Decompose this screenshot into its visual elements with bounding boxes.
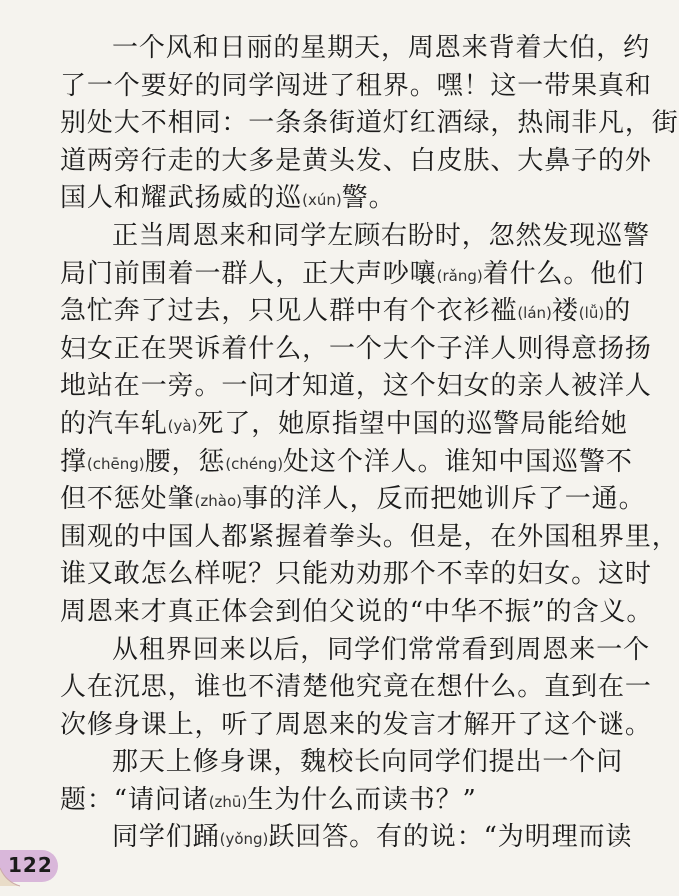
text-line: 围观的中国人都紧握着拳头。但是，在外国租界里， (60, 521, 679, 552)
text-line: 的汽车轧(yà)死了，她原指望中国的巡警局能给她 (60, 408, 628, 439)
text-line: 那天上修身课，魏校长向同学们提出一个问 (112, 747, 624, 778)
text-line: 谁又敢怎么样呢？只能劝劝那个不幸的妇女。这时 (60, 559, 652, 590)
text-line: 周恩来才真正体会到伯父说的“中华不振”的含义。 (60, 596, 654, 627)
text-line: 地站在一旁。一问才知道，这个妇女的亲人被洋人 (60, 371, 652, 402)
text-line: 同学们踊(yǒng)跃回答。有的说：“为明理而读 (112, 822, 633, 853)
text-line: 但不惩处肇(zhào)事的洋人，反而把她训斥了一通。 (60, 484, 646, 515)
pinyin-annotation: (zhū) (208, 792, 248, 811)
pinyin-annotation: (yà) (167, 416, 198, 435)
story-text (60, 30, 679, 857)
text-line: 别处大不相同：一条条街道灯红酒绿，热闹非凡，街 (60, 108, 679, 139)
pinyin-annotation: (lǚ) (578, 304, 605, 323)
text-line: 正当周恩来和同学左顾右盼时，忽然发现巡警 (112, 220, 651, 251)
text-line: 从租界回来以后，同学们常常看到周恩来一个 (112, 634, 651, 665)
page-number-badge (0, 846, 78, 886)
pinyin-annotation: (zhào) (194, 492, 242, 511)
text-line: 国人和耀武扬威的巡(xún)警。 (60, 183, 396, 214)
pinyin-annotation: (chēng) (86, 454, 145, 473)
text-line: 妇女正在哭诉着什么，一个大个子洋人则得意扬扬 (60, 333, 652, 364)
text-line: 一个风和日丽的星期天，周恩来背着大伯，约 (112, 33, 651, 63)
page-number: 122 (8, 853, 53, 877)
text-line: 人在沉思，谁也不清楚他究竟在想什么。直到在一 (60, 672, 652, 703)
pinyin-annotation: (chéng) (225, 454, 284, 473)
text-line: 急忙奔了过去，只见人群中有个衣衫褴(lán)褛(lǚ)的 (60, 296, 632, 327)
pinyin-annotation: (rǎng) (436, 266, 483, 285)
text-line: 了一个要好的同学闯进了租界。嘿！这一带果真和 (60, 70, 652, 101)
text-line: 道两旁行走的大多是黄头发、白皮肤、大鼻子的外 (60, 145, 652, 176)
text-line: 题：“请问诸(zhū)生为什么而读书？” (60, 784, 477, 815)
pinyin-annotation: (yǒng) (219, 830, 269, 849)
text-line: 次修身课上，听了周恩来的发言才解开了这个谜。 (60, 709, 652, 740)
text-line: 撑(chēng)腰，惩(chéng)处这个洋人。谁知中国巡警不 (60, 446, 633, 477)
pinyin-annotation: (lán) (517, 304, 552, 323)
text-line: 局门前围着一群人，正大声吵嚷(rǎng)着什么。他们 (60, 258, 645, 289)
pinyin-annotation: (xún) (302, 191, 342, 210)
